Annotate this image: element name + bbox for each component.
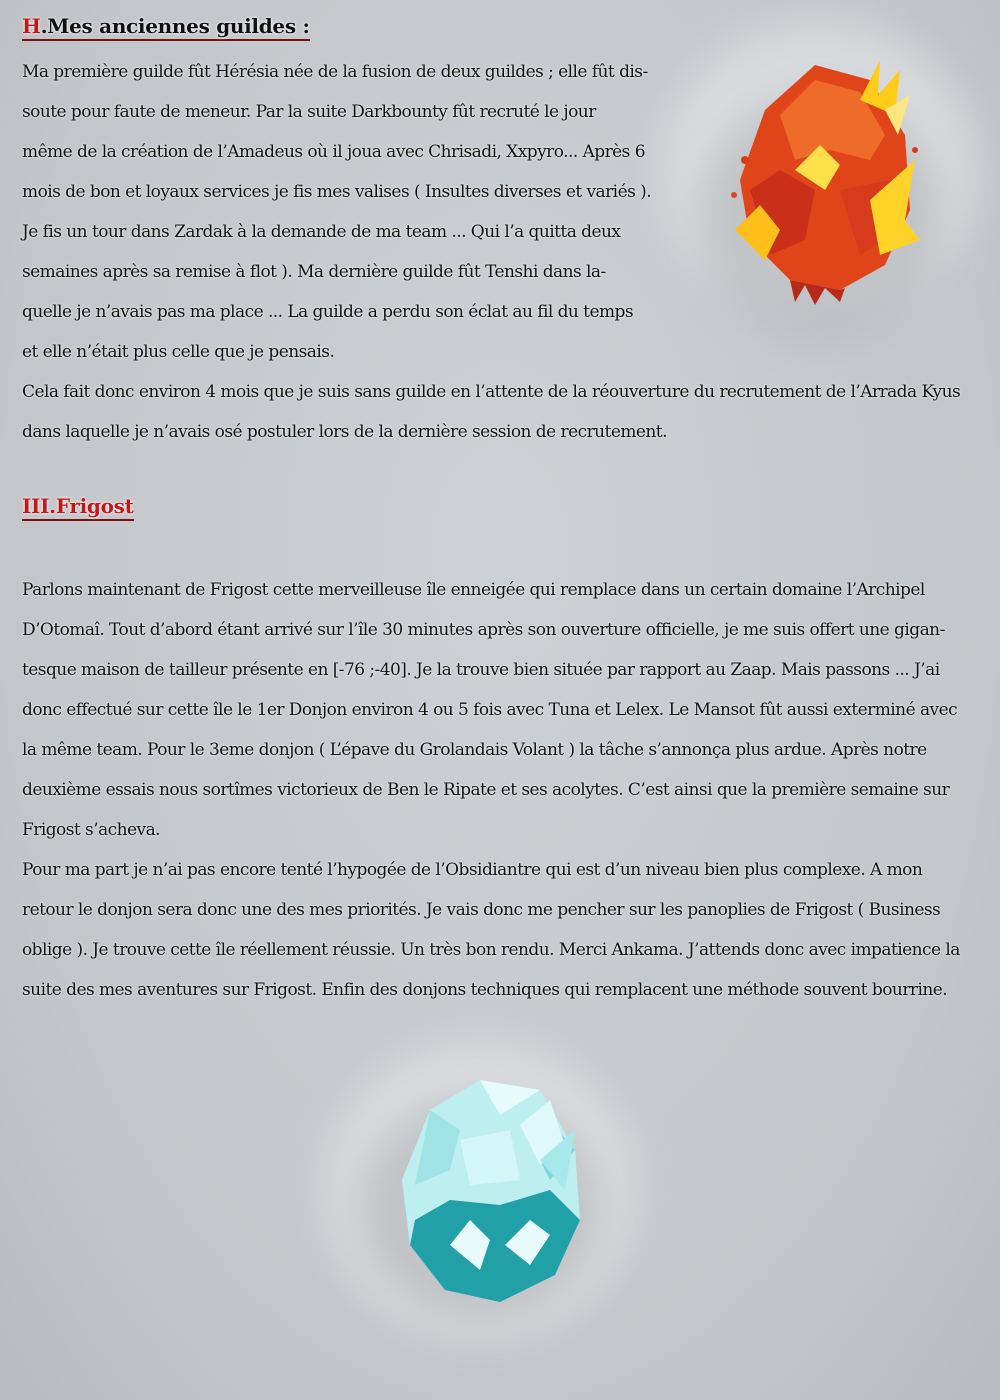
text-line: retour le donjon sera donc une des mes priorités. Je vais donc me pencher sur les panoplies de Frigost ( Business [22, 900, 941, 920]
text-line: la même team. Pour le 3eme donjon ( L’épave du Grolandais Volant ) la tâche s’annonça plus ardue. Après notre [22, 740, 927, 760]
text-line: deuxième essais nous sortîmes victorieux de Ben le Ripate et ses acolytes. C’est ainsi que la première semaine sur [22, 780, 950, 800]
fire-dofus-egg-icon [720, 40, 930, 310]
text-line: quelle je n’avais pas ma place ... La guilde a perdu son éclat au fil du temps [22, 302, 634, 322]
text-line: Frigost s’acheva. [22, 820, 161, 840]
section-heading-guilds [22, 14, 310, 41]
section-heading-frigost [22, 494, 134, 521]
text-line: tesque maison de tailleur présente en [-76 ;-40]. Je la trouve bien située par rapport au Zaap. Mais passons ... J’ai [22, 660, 940, 680]
heading-letter: H [22, 14, 41, 38]
text-line: semaines après sa remise à flot ). Ma dernière guilde fût Tenshi dans la- [22, 262, 606, 282]
ice-dofus-egg-icon [390, 1070, 590, 1310]
text-line: Je fis un tour dans Zardak à la demande de ma team ... Qui l’a quitta deux [22, 222, 621, 242]
text-line: Parlons maintenant de Frigost cette merveilleuse île enneigée qui remplace dans un certain domaine l’Archipel [22, 580, 925, 600]
text-line: D’Otomaî. Tout d’abord étant arrivé sur l’île 30 minutes après son ouverture officielle, je me suis offert une gigan- [22, 620, 945, 640]
heading-text: III.Frigost [22, 494, 134, 518]
text-line: soute pour faute de meneur. Par la suite Darkbounty fût recruté le jour [22, 102, 596, 122]
text-line: Ma première guilde fût Hérésia née de la fusion de deux guildes ; elle fût dis- [22, 62, 648, 82]
text-line: Cela fait donc environ 4 mois que je suis sans guilde en l’attente de la réouverture du recrutement de l’Arrada Kyus [22, 382, 961, 402]
text-line: et elle n’était plus celle que je pensais. [22, 342, 335, 362]
text-line: dans laquelle je n’avais osé postuler lors de la dernière session de recrutement. [22, 422, 667, 442]
text-line: Pour ma part je n’ai pas encore tenté l’hypogée de l’Obsidiantre qui est d’un niveau bien plus complexe. A mon [22, 860, 923, 880]
text-line: mois de bon et loyaux services je fis mes valises ( Insultes diverses et variés ). [22, 182, 652, 202]
heading-text: .Mes anciennes guildes : [40, 14, 310, 38]
text-line: oblige ). Je trouve cette île réellement réussie. Un très bon rendu. Merci Ankama. J’attends donc avec impatience la [22, 940, 960, 960]
text-line: suite des mes aventures sur Frigost. Enfin des donjons techniques qui remplacent une méthode souvent bourrine. [22, 980, 948, 1000]
text-line: donc effectué sur cette île le 1er Donjon environ 4 ou 5 fois avec Tuna et Lelex. Le Mansot fût aussi exterminé avec [22, 700, 958, 720]
text-line: même de la création de l’Amadeus où il joua avec Chrisadi, Xxpyro... Après 6 [22, 142, 645, 162]
frigost-paragraph [22, 570, 960, 1010]
